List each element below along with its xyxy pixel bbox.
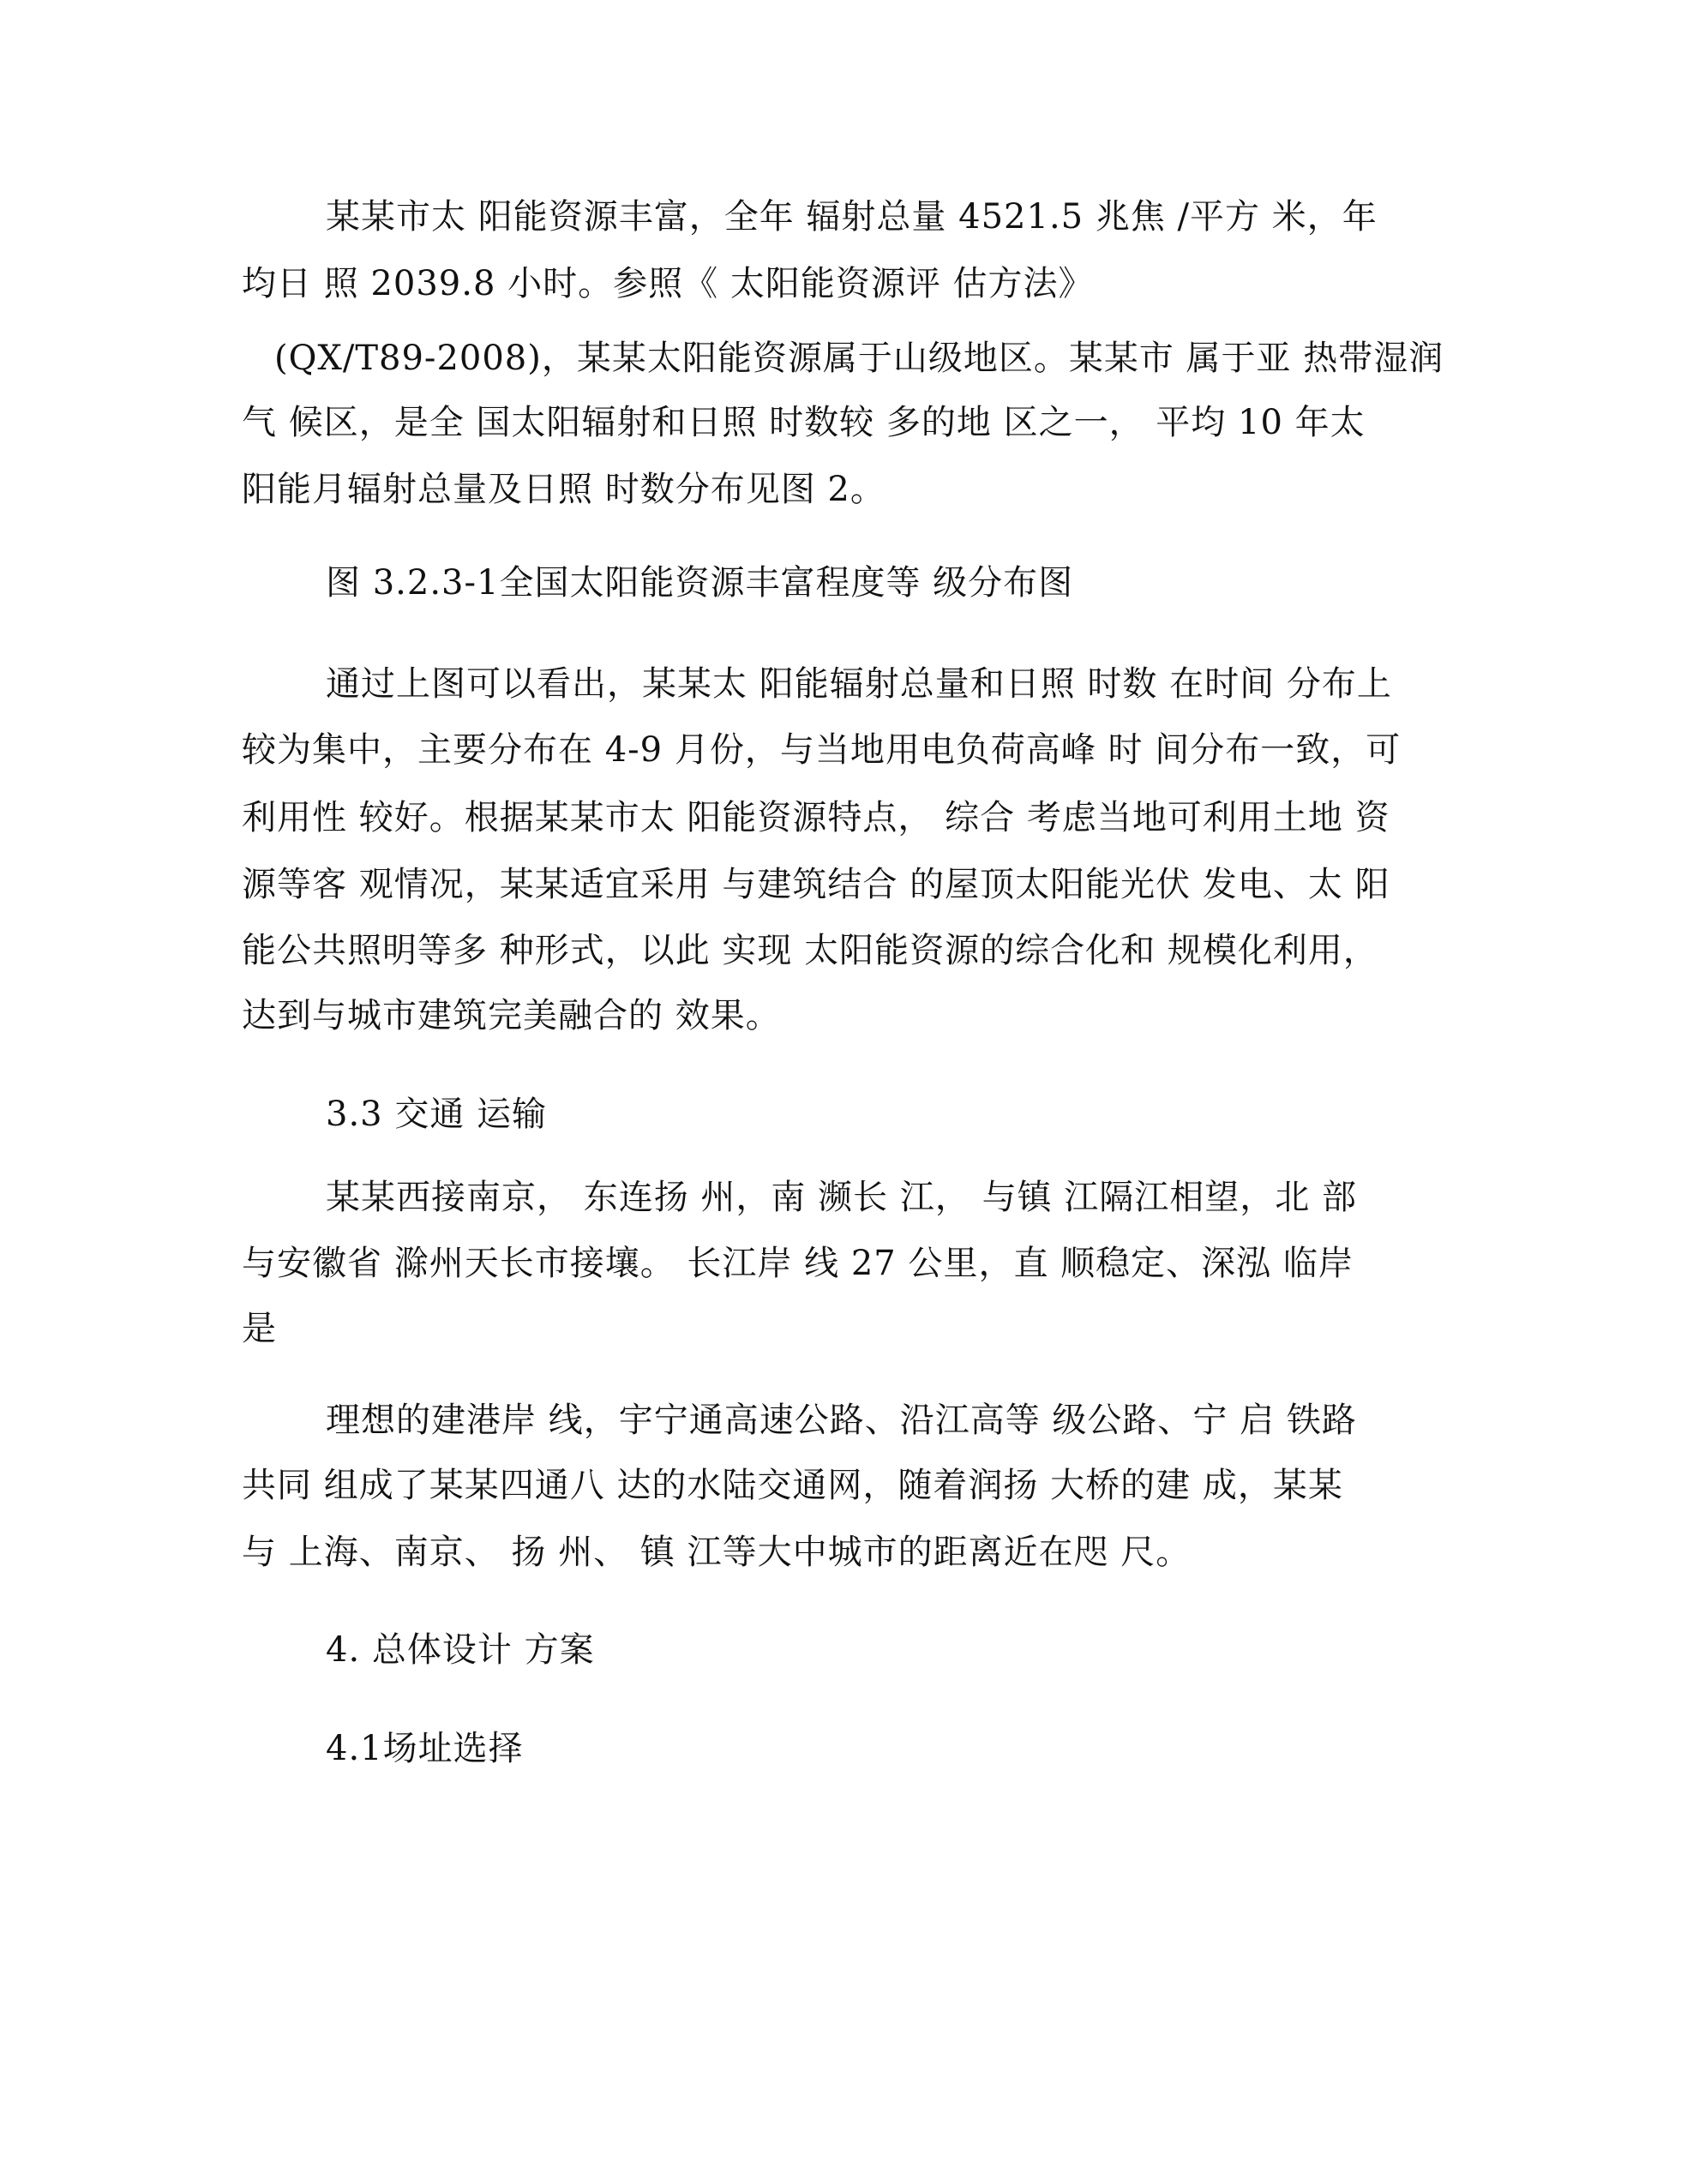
paragraph-line: 源等客 观情况，某某适宜采用 与建筑结合 的屋顶太阳能光伏 发电、太 阳: [242, 865, 1390, 904]
paragraph-line: 较为集中，主要分布在 4-9 月份，与当地用电负荷高峰 时 间分布一致，可: [242, 730, 1402, 770]
paragraph-line: 利用性 较好。根据某某市太 阳能资源特点， 综合 考虑当地可利用土地 资: [242, 798, 1390, 837]
figure-caption: 图 3.2.3-1全国太阳能资源丰富程度等 级分布图: [326, 563, 1074, 603]
paragraph-line: 某某西接南京， 东连扬 州，南 濒长 江， 与镇 江隔江相望，北 部: [326, 1178, 1358, 1217]
paragraph-line: 能公共照明等多 种形式，以此 实现 太阳能资源的综合化和 规模化利用，: [242, 931, 1378, 970]
paragraph-line: 是: [242, 1309, 277, 1348]
paragraph-line: (QX/T89-2008)，某某太阳能资源属于山级地区。某某市 属于亚 热带湿润: [274, 339, 1444, 378]
paragraph-line: 理想的建港岸 线，宇宁通高速公路、沿江高等 级公路、宁 启 铁路: [326, 1401, 1357, 1440]
paragraph-line: 气 候区，是全 国太阳辐射和日照 时数较 多的地 区之一， 平均 10 年太: [242, 403, 1366, 442]
paragraph-line: 均日 照 2039.8 小时。参照《 太阳能资源评 估方法》: [242, 264, 1094, 303]
section-heading: 3.3 交通 运输: [326, 1095, 548, 1134]
paragraph-line: 阳能月辐射总量及日照 时数分布见图 2。: [242, 470, 886, 509]
paragraph-line: 共同 组成了某某四通八 达的水陆交通网，随着润扬 大桥的建 成，某某: [242, 1466, 1343, 1505]
paragraph-line: 达到与城市建筑完美融合的 效果。: [242, 996, 781, 1035]
paragraph-line: 与 上海、南京、 扬 州、 镇 江等大中城市的距离近在咫 尺。: [242, 1533, 1192, 1572]
paragraph-line: 通过上图可以看出，某某太 阳能辐射总量和日照 时数 在时间 分布上: [326, 664, 1392, 704]
subsection-heading: 4.1场址选择: [326, 1729, 524, 1768]
section-heading: 4. 总体设计 方案: [326, 1630, 595, 1670]
paragraph-line: 某某市太 阳能资源丰富，全年 辐射总量 4521.5 兆焦 /平方 米，年: [326, 197, 1378, 237]
paragraph-line: 与安徽省 滁州天长市接壤。 长江岸 线 27 公里，直 顺稳定、深泓 临岸: [242, 1244, 1354, 1283]
